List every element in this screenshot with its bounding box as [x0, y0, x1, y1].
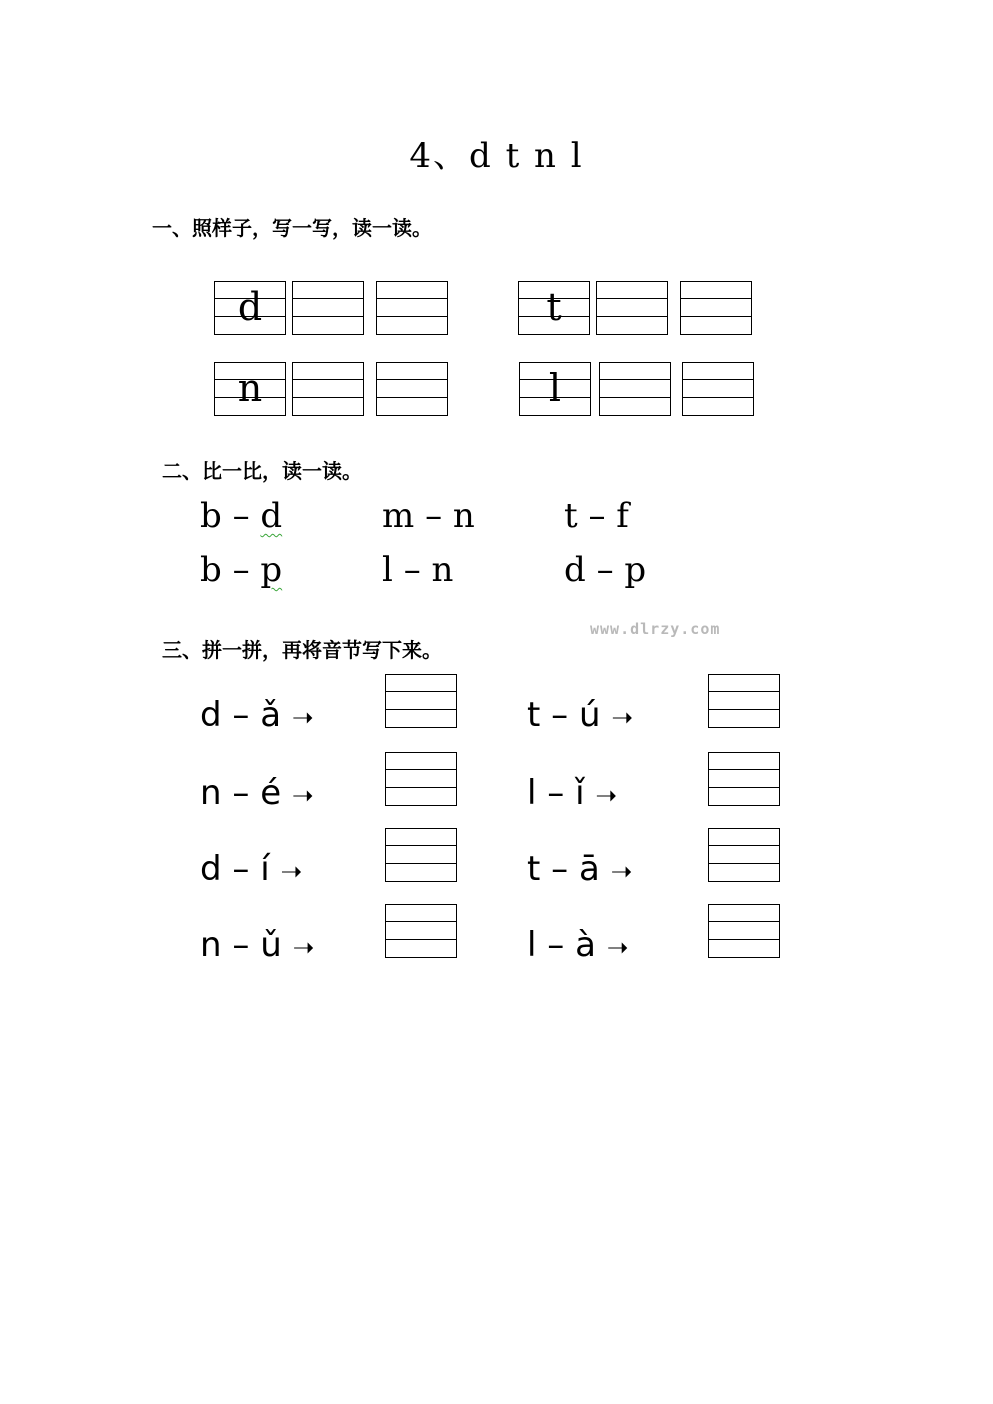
spell-item [527, 925, 629, 965]
dash: – [547, 925, 565, 965]
writing-box-sample-t [518, 281, 590, 335]
answer-box[interactable] [385, 752, 457, 806]
dash: – [232, 849, 250, 889]
writing-box-sample-d [214, 281, 286, 335]
compare-letter-b: p [260, 550, 283, 590]
writing-box[interactable] [292, 281, 364, 335]
spell-item [527, 773, 617, 813]
final: í [260, 849, 270, 889]
sample-letter: t [546, 285, 562, 329]
writing-box[interactable] [292, 362, 364, 416]
writing-box[interactable] [599, 362, 671, 416]
arrow-icon: ➝ [291, 781, 314, 811]
answer-box[interactable] [385, 828, 457, 882]
initial: t [527, 695, 541, 735]
compare-pair [382, 496, 475, 536]
compare-pair [382, 550, 453, 590]
spell-item [200, 849, 302, 889]
sample-letter: d [237, 285, 263, 329]
compare-letter-a: b [200, 496, 222, 536]
compare-letter-b: f [616, 496, 629, 536]
dash: – [403, 550, 421, 590]
writing-box[interactable] [682, 362, 754, 416]
writing-box[interactable] [376, 362, 448, 416]
dash: – [425, 496, 443, 536]
dash: – [551, 849, 569, 889]
final: à [575, 925, 596, 965]
section-1-heading: 一、照样子，写一写，读一读。 [152, 216, 432, 240]
final: ǎ [260, 695, 282, 735]
compare-letter-b: p [624, 550, 647, 590]
compare-pair [200, 496, 282, 536]
initial: d [200, 849, 222, 889]
answer-box[interactable] [708, 828, 780, 882]
arrow-icon: ➝ [606, 933, 629, 963]
compare-letter-b: d [260, 496, 283, 536]
arrow-icon: ➝ [280, 857, 303, 887]
section-3-heading: 三、拼一拼，再将音节写下来。 [162, 638, 442, 662]
arrow-icon: ➝ [595, 781, 618, 811]
sample-letter: l [548, 366, 562, 410]
answer-box[interactable] [708, 674, 780, 728]
dash: – [232, 925, 250, 965]
final: ǐ [575, 773, 585, 813]
answer-box[interactable] [708, 904, 780, 958]
initial: l [527, 773, 537, 813]
writing-box[interactable] [680, 281, 752, 335]
initial: t [527, 849, 541, 889]
spell-item [527, 849, 632, 889]
arrow-icon: ➝ [611, 703, 634, 733]
spell-item [200, 773, 314, 813]
compare-letter-a: m [382, 496, 415, 536]
section-2-heading: 二、比一比，读一读。 [162, 459, 362, 483]
watermark-text: www.dlrzy.com [590, 620, 721, 638]
dash: – [588, 496, 606, 536]
answer-box[interactable] [385, 904, 457, 958]
compare-letter-a: b [200, 550, 222, 590]
dash: – [232, 550, 250, 590]
dash: – [232, 496, 250, 536]
dash: – [547, 773, 565, 813]
initial: d [200, 695, 222, 735]
dash: – [551, 695, 569, 735]
compare-pair [200, 550, 282, 590]
writing-box[interactable] [596, 281, 668, 335]
page-title: 4、d t n l [409, 136, 584, 176]
compare-letter-a: l [382, 550, 393, 590]
initial: n [200, 925, 222, 965]
answer-box[interactable] [708, 752, 780, 806]
arrow-icon: ➝ [610, 857, 633, 887]
sample-letter: n [237, 366, 263, 410]
compare-letter-a: d [564, 550, 586, 590]
compare-letter-a: t [564, 496, 578, 536]
spell-item [200, 925, 314, 965]
final: ǔ [260, 925, 282, 965]
writing-box[interactable] [376, 281, 448, 335]
compare-letter-b: n [431, 550, 454, 590]
compare-letter-b: n [452, 496, 475, 536]
arrow-icon: ➝ [291, 703, 314, 733]
dash: – [596, 550, 614, 590]
initial: n [200, 773, 222, 813]
spell-item [200, 695, 314, 735]
final: ā [578, 849, 600, 889]
dash: – [232, 773, 250, 813]
dash: – [232, 695, 250, 735]
arrow-icon: ➝ [292, 933, 315, 963]
answer-box[interactable] [385, 674, 457, 728]
writing-box-sample-l [519, 362, 591, 416]
spell-item [527, 695, 633, 735]
writing-box-sample-n [214, 362, 286, 416]
initial: l [527, 925, 537, 965]
compare-pair [564, 496, 629, 536]
compare-pair [564, 550, 646, 590]
final: ú [578, 695, 601, 735]
final: é [260, 773, 282, 813]
